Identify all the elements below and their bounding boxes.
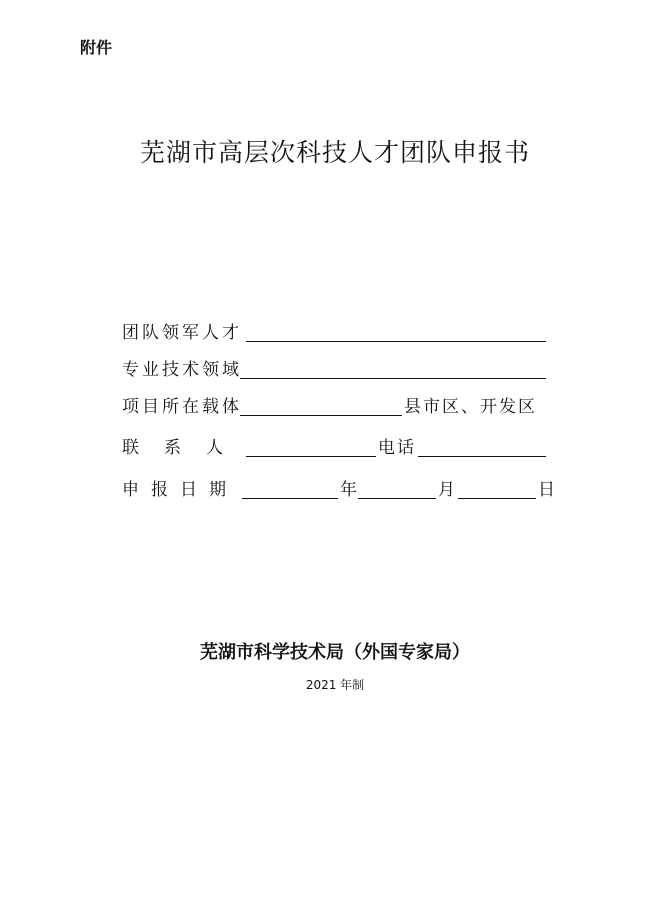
team-leader-label: 团队领军人才: [122, 323, 242, 343]
application-date-label: 申报日期: [122, 480, 238, 500]
professional-field-label: 专业技术领域: [122, 360, 242, 380]
row-team-leader: [122, 321, 552, 345]
project-carrier-suffix: 县市区、开发区: [404, 397, 537, 417]
team-leader-field[interactable]: [246, 341, 546, 342]
project-carrier-input[interactable]: [240, 415, 402, 416]
page-title: 芜湖市高层次科技人才团队申报书: [139, 138, 530, 167]
issuer-name: 芜湖市科学技术局（外国专家局）: [200, 642, 470, 663]
row-project-carrier: [122, 395, 552, 419]
phone-input[interactable]: [418, 456, 546, 457]
row-professional-field: [122, 358, 552, 382]
year-input[interactable]: [242, 498, 338, 499]
contact-input[interactable]: [246, 456, 376, 457]
phone-label: 电话: [378, 438, 416, 458]
project-carrier-label: 项目所在载体: [122, 397, 242, 417]
month-unit: 月: [438, 480, 457, 500]
month-input[interactable]: [358, 498, 436, 499]
contact-label: 联 系 人: [122, 438, 227, 458]
attachment-label: 附件: [80, 38, 113, 57]
row-contact: [122, 436, 552, 460]
day-input[interactable]: [458, 498, 536, 499]
day-unit: 日: [538, 480, 557, 500]
year-unit: 年: [340, 480, 359, 500]
row-application-date: [122, 478, 557, 502]
year-made: 2021 年制: [305, 678, 365, 692]
professional-field-input[interactable]: [240, 378, 546, 379]
